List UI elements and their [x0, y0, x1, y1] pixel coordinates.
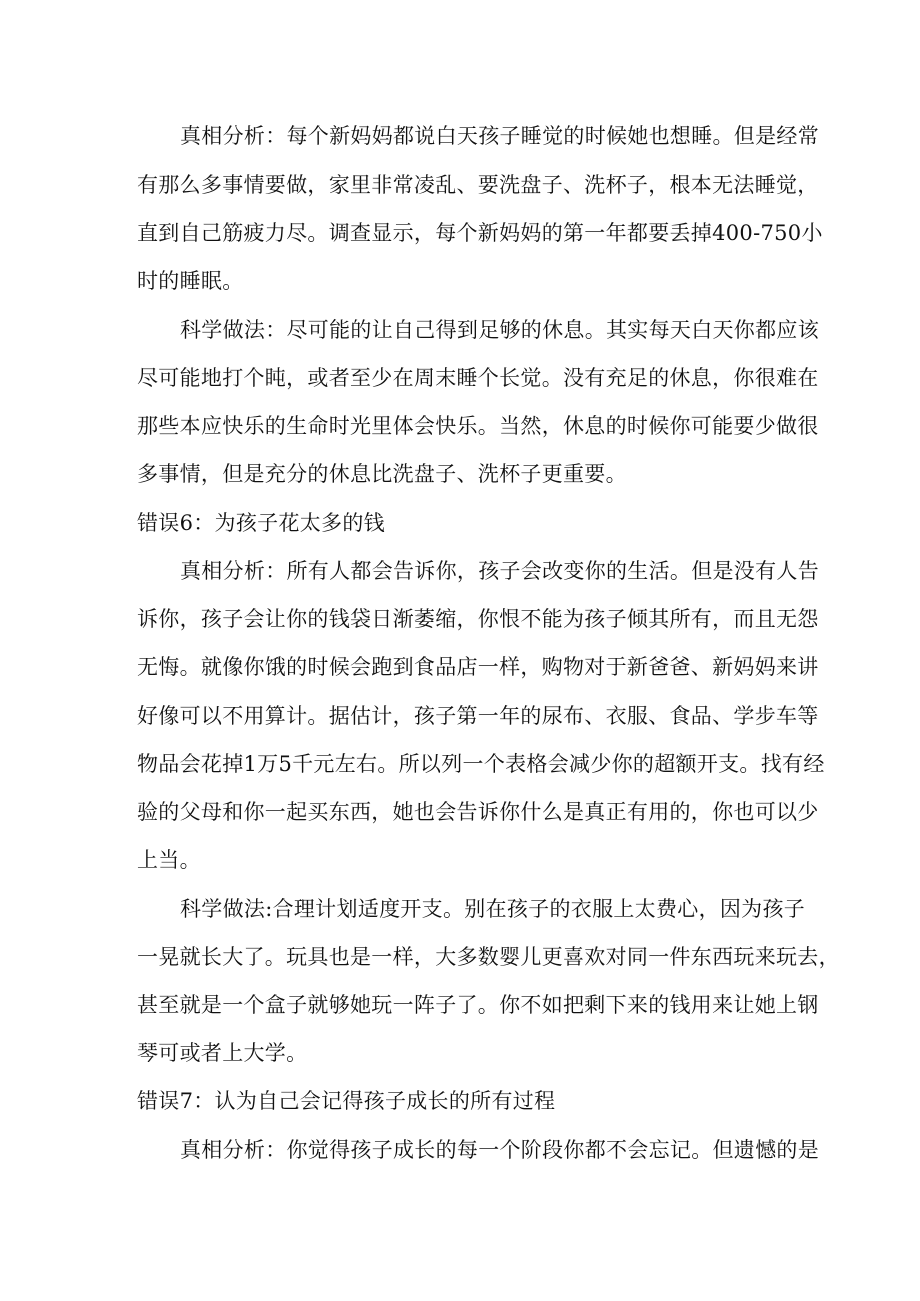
- paragraph-line: 有那么多事情要做，家里非常凌乱、要洗盘子、洗杯子，根本无法睡觉，: [137, 173, 819, 197]
- section-heading: 错误7：认为自己会记得孩子成长的所有过程: [137, 1089, 556, 1113]
- paragraph-line: 科学做法：尽可能的让自己得到足够的休息。其实每天白天你都应该: [180, 318, 819, 342]
- paragraph-line: 真相分析：所有人都会告诉你，孩子会改变你的生活。但是没有人告: [180, 559, 819, 583]
- paragraph-line: 尽可能地打个盹，或者至少在周末睡个长觉。没有充足的休息，你很难在: [137, 366, 819, 390]
- paragraph-line: 直到自己筋疲力尽。调查显示，每个新妈妈的第一年都要丢掉400-750小: [137, 221, 823, 245]
- paragraph-line: 验的父母和你一起买东西，她也会告诉你什么是真正有用的，你也可以少: [137, 800, 819, 824]
- paragraph-line: 真相分析：每个新妈妈都说白天孩子睡觉的时候她也想睡。但是经常: [180, 124, 819, 148]
- paragraph-line: 多事情，但是充分的休息比洗盘子、洗杯子更重要。: [137, 462, 627, 486]
- paragraph-line: 科学做法:合理计划适度开支。别在孩子的衣服上太费心，因为孩子: [180, 897, 806, 921]
- paragraph-line: 琴可或者上大学。: [137, 1041, 308, 1065]
- paragraph-line: 真相分析：你觉得孩子成长的每一个阶段你都不会忘记。但遗憾的是: [180, 1138, 819, 1162]
- paragraph-line: 物品会花掉1万5千元左右。所以列一个表格会减少你的超额开支。找有经: [137, 752, 825, 776]
- paragraph-line: 时的睡眠。: [137, 269, 244, 293]
- paragraph-line: 诉你，孩子会让你的钱袋日渐萎缩，你恨不能为孩子倾其所有，而且无怨: [137, 607, 819, 631]
- section-heading: 错误6：为孩子花太多的钱: [137, 511, 385, 535]
- paragraph-line: 那些本应快乐的生命时光里体会快乐。当然，休息的时候你可能要少做很: [137, 414, 819, 438]
- paragraph-line: 无悔。就像你饿的时候会跑到食品店一样，购物对于新爸爸、新妈妈来讲: [137, 655, 819, 679]
- paragraph-line: 上当。: [137, 848, 201, 872]
- paragraph-line: 好像可以不用算计。据估计，孩子第一年的尿布、衣服、食品、学步车等: [137, 704, 819, 728]
- paragraph-line: 甚至就是一个盒子就够她玩一阵子了。你不如把剩下来的钱用来让她上钢: [137, 993, 819, 1017]
- paragraph-line: 一晃就长大了。玩具也是一样，大多数婴儿更喜欢对同一件东西玩来玩去，: [137, 945, 840, 969]
